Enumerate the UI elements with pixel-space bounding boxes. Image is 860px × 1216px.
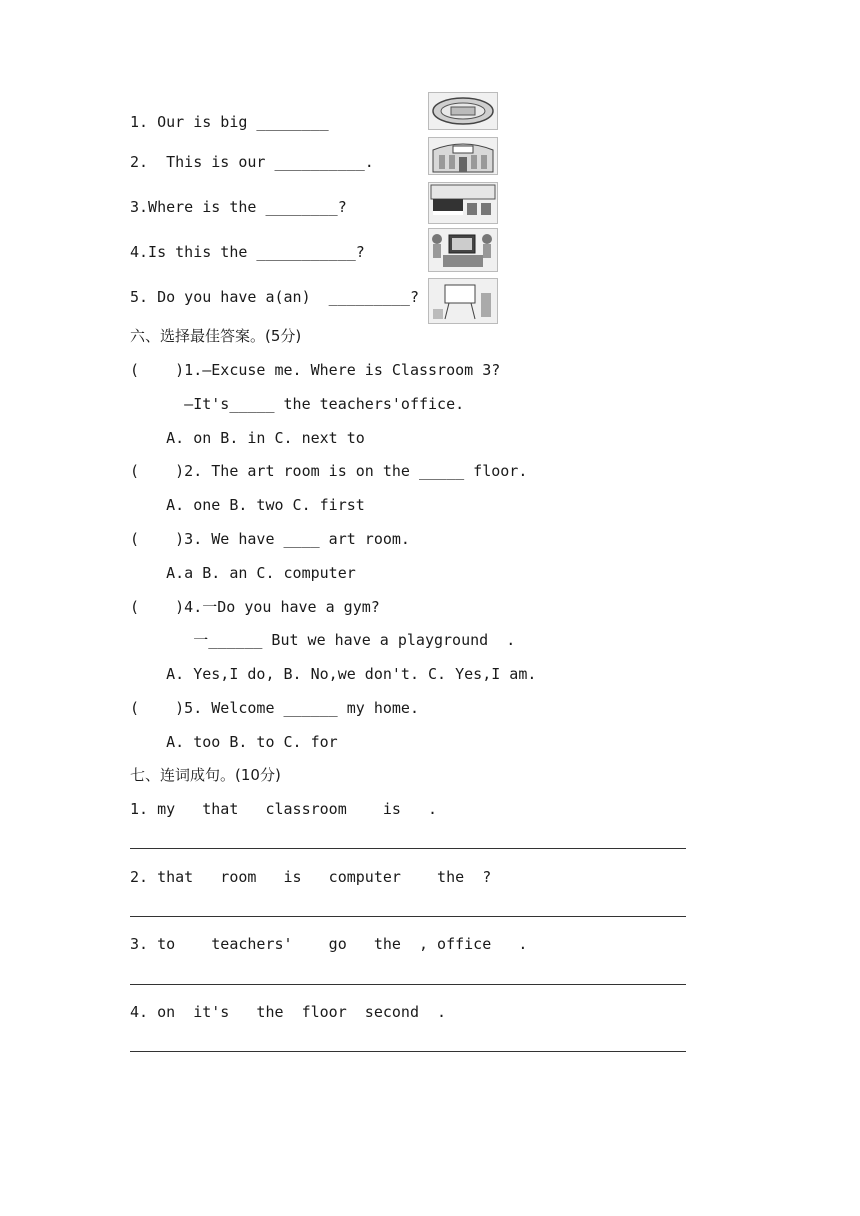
q4-line: ( )4.一Do you have a gym? <box>130 598 380 616</box>
q2-line: ( )2. The art room is on the _____ floor. <box>130 462 528 480</box>
piano-icon <box>429 183 497 223</box>
answer-line-2[interactable] <box>130 916 686 917</box>
q2-options: A. one B. two C. first <box>130 496 365 514</box>
fill-item-5: 5. Do you have a(an) _________? <box>130 288 419 306</box>
sentence-item-2: 2. that room is computer the ? <box>130 868 492 886</box>
q3-line: ( )3. We have ____ art room. <box>130 530 410 548</box>
stadium-picture <box>428 92 498 130</box>
section-six-heading: 六、选择最佳答案。(5分) <box>130 327 302 345</box>
computer-icon <box>429 229 497 271</box>
q5-options: A. too B. to C. for <box>130 733 338 751</box>
sentence-item-4: 4. on it's the floor second . <box>130 1003 447 1021</box>
fill-item-3: 3.Where is the ________? <box>130 198 347 216</box>
computer-room-picture <box>428 228 498 272</box>
stadium-icon <box>429 93 497 129</box>
answer-line-3[interactable] <box>130 984 686 985</box>
q1-options: A. on B. in C. next to <box>130 429 365 447</box>
music-room-picture <box>428 182 498 224</box>
building-icon <box>429 138 497 174</box>
answer-line-1[interactable] <box>130 848 686 849</box>
library-building-picture <box>428 137 498 175</box>
q3-options: A.a B. an C. computer <box>130 564 356 582</box>
art-room-picture <box>428 278 498 324</box>
q4-options: A. Yes,I do, B. No,we don't. C. Yes,I am. <box>130 665 537 683</box>
fill-item-4: 4.Is this the ___________? <box>130 243 365 261</box>
sentence-item-1: 1. my that classroom is . <box>130 800 438 818</box>
fill-item-2: 2. This is our __________. <box>130 153 374 171</box>
sentence-item-3: 3. to teachers' go the , office . <box>130 935 528 953</box>
q1-reply-line: —It's_____ the teachers'office. <box>130 395 465 413</box>
easel-icon <box>429 279 497 323</box>
q1-line: ( )1.—Excuse me. Where is Classroom 3? <box>130 361 501 379</box>
q4-reply-line: 一______ But we have a playground . <box>130 631 516 649</box>
fill-item-1: 1. Our is big ________ <box>130 113 329 131</box>
section-seven-heading: 七、连词成句。(10分) <box>130 766 281 784</box>
answer-line-4[interactable] <box>130 1051 686 1052</box>
q5-line: ( )5. Welcome ______ my home. <box>130 699 419 717</box>
